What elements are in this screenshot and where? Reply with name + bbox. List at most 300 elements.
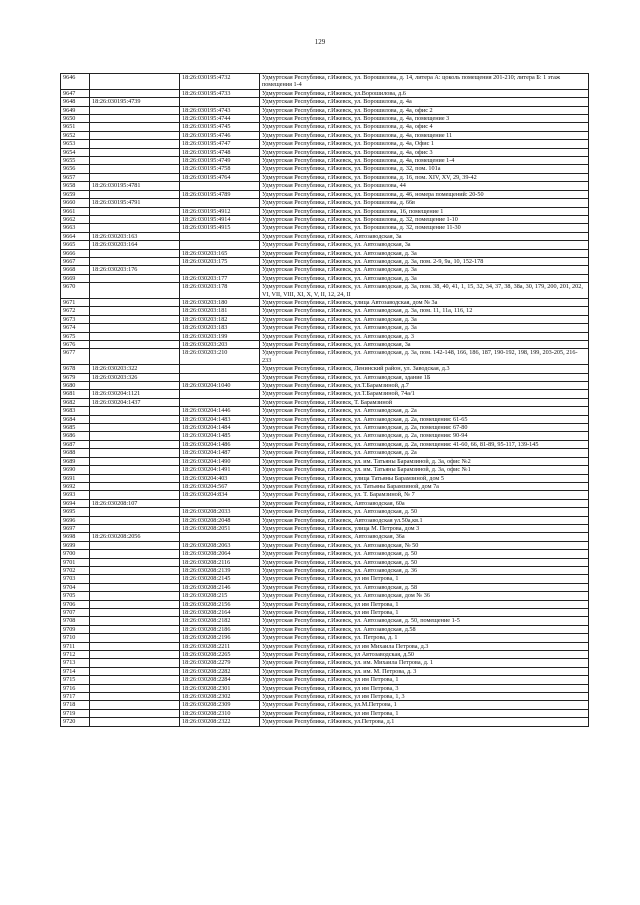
row-number-cell: 9682 (61, 398, 90, 406)
land-cadastral-number-cell (90, 190, 180, 198)
land-cadastral-number-cell (90, 382, 180, 390)
building-cadastral-number-cell: 18:26:030208:2164 (180, 609, 260, 617)
address-cell: Удмуртская Республика, г.Ижевск, Автозаводская, 60а (260, 499, 589, 507)
address-cell: Удмуртская Республика, г.Ижевск, улица Автозаводская, дом № 3а (260, 298, 589, 306)
address-cell: Удмуртская Республика, г.Ижевск, ул. Ворошилова, д. 4а, офис 4 (260, 123, 589, 131)
building-cadastral-number-cell (180, 241, 260, 249)
land-cadastral-number-cell: 18:26:030203:322 (90, 365, 180, 373)
address-cell: Удмуртская Республика, г.Ижевск, ул. Автозаводская, д. 3а, пом. 38, 40, 41, 1, 15, 32, 34, 37, 38, 38а, 30, 179, 200, 201, 202, VI, VII, VIII, XI, X, V, II, 12, 24, II (260, 283, 589, 299)
building-cadastral-number-cell: 18:26:030208:2310 (180, 709, 260, 717)
address-cell: Удмуртская Республика, г.Ижевск, ул. Автозаводская, д. 50, помещение 1-5 (260, 617, 589, 625)
table-row (61, 474, 589, 482)
building-cadastral-number-cell: 18:26:030204:1490 (180, 457, 260, 465)
address-cell: Удмуртская Республика, г.Ижевск, ул. Ворошилова, д. 16, пом. XIV, XV, 29, 39-42 (260, 173, 589, 181)
table-row (61, 324, 589, 332)
table-row (61, 407, 589, 415)
building-cadastral-number-cell: 18:26:030208:2033 (180, 508, 260, 516)
row-number-cell: 9672 (61, 307, 90, 315)
land-cadastral-number-cell: 18:26:030195:4781 (90, 182, 180, 190)
table-row (61, 634, 589, 642)
table-row (61, 424, 589, 432)
table-row (61, 341, 589, 349)
address-cell: Удмуртская Республика, г.Ижевск, ул им Петрова, 1 (260, 609, 589, 617)
building-cadastral-number-cell (180, 533, 260, 541)
address-cell: Удмуртская Республика, г.Ижевск, ул. Т. Барамзиной, № 7 (260, 491, 589, 499)
table-row (61, 190, 589, 198)
land-cadastral-number-cell (90, 600, 180, 608)
table-row (61, 625, 589, 633)
table-row (61, 508, 589, 516)
land-cadastral-number-cell (90, 466, 180, 474)
land-cadastral-number-cell (90, 157, 180, 165)
row-number-cell: 9675 (61, 332, 90, 340)
land-cadastral-number-cell (90, 148, 180, 156)
address-cell: Удмуртская Республика, г.Ижевск, ул. Автозаводская, д. 3а (260, 315, 589, 323)
address-cell: Удмуртская Республика, г.Ижевск, ул. Автозаводская, д. 50 (260, 558, 589, 566)
row-number-cell: 9710 (61, 634, 90, 642)
row-number-cell: 9701 (61, 558, 90, 566)
row-number-cell: 9658 (61, 182, 90, 190)
address-cell: Удмуртская Республика, г.Ижевск, ул. Ворошилова, 44 (260, 182, 589, 190)
address-cell: Удмуртская Республика, г.Ижевск, ул.Т.Барамзиной, 74а/1 (260, 390, 589, 398)
land-cadastral-number-cell (90, 324, 180, 332)
address-cell: Удмуртская Республика, г.Ижевск, Ленинский район, ул. Заводская, д.3 (260, 365, 589, 373)
land-cadastral-number-cell (90, 249, 180, 257)
building-cadastral-number-cell: 18:26:030195:4746 (180, 131, 260, 139)
land-cadastral-number-cell (90, 131, 180, 139)
land-cadastral-number-cell (90, 89, 180, 97)
land-cadastral-number-cell (90, 541, 180, 549)
table-row (61, 165, 589, 173)
building-cadastral-number-cell: 18:26:030208:2302 (180, 693, 260, 701)
address-cell: Удмуртская Республика, г.Ижевск, ул. Ворошилова, д. 4а (260, 98, 589, 106)
building-cadastral-number-cell: 18:26:030208:2051 (180, 524, 260, 532)
address-cell: Удмуртская Республика, г.Ижевск, ул. Автозаводская, д. 3а, пом. 142-148, 166, 186, 187, 190-192, 198, 199, 203-205, 216-233 (260, 349, 589, 365)
land-cadastral-number-cell (90, 609, 180, 617)
address-cell: Удмуртская Республика, г.Ижевск, ул. Ворошилова, д. 4а, офис 2 (260, 106, 589, 114)
table-row (61, 173, 589, 181)
building-cadastral-number-cell: 18:26:030208:2145 (180, 575, 260, 583)
building-cadastral-number-cell: 18:26:030208:2301 (180, 684, 260, 692)
land-cadastral-number-cell (90, 207, 180, 215)
row-number-cell: 9687 (61, 440, 90, 448)
land-cadastral-number-cell (90, 415, 180, 423)
row-number-cell: 9650 (61, 115, 90, 123)
row-number-cell: 9676 (61, 341, 90, 349)
address-cell: Удмуртская Республика, г.Ижевск, ул. им. Михаила Петрова, д. 1 (260, 659, 589, 667)
address-cell: Удмуртская Республика, г.Ижевск, ул.Т.Барамзиной, д.7 (260, 382, 589, 390)
table-row (61, 106, 589, 114)
table-row (61, 609, 589, 617)
row-number-cell: 9684 (61, 415, 90, 423)
address-cell: Удмуртская Республика, г.Ижевск, ул. Автозаводская, д. 3а (260, 249, 589, 257)
land-cadastral-number-cell (90, 667, 180, 675)
land-cadastral-number-cell: 18:26:030203:176 (90, 266, 180, 274)
table-row (61, 298, 589, 306)
table-row (61, 332, 589, 340)
address-cell: Удмуртская Республика, г.Ижевск, ул. Автозаводская, д. 58 (260, 583, 589, 591)
building-cadastral-number-cell: 18:26:030195:4764 (180, 173, 260, 181)
row-number-cell: 9712 (61, 651, 90, 659)
row-number-cell: 9697 (61, 524, 90, 532)
building-cadastral-number-cell: 18:26:030208:2309 (180, 701, 260, 709)
row-number-cell: 9693 (61, 491, 90, 499)
row-number-cell: 9653 (61, 140, 90, 148)
building-cadastral-number-cell: 18:26:030203:181 (180, 307, 260, 315)
row-number-cell: 9719 (61, 709, 90, 717)
table-row (61, 131, 589, 139)
address-cell: Удмуртская Республика, г.Ижевск, ул. им. М. Петрова, д. 3 (260, 667, 589, 675)
row-number-cell: 9648 (61, 98, 90, 106)
address-cell: Удмуртская Республика, г.Ижевск, ул. Автозаводская, д. 2а, помещения: 41-60, 66, 81-89, 95-117, 139-145 (260, 440, 589, 448)
address-cell: Удмуртская Республика, г.Ижевск, ул. Автозаводская, д. 3а, пом. 2-9, 9а, 10, 152-178 (260, 257, 589, 265)
land-cadastral-number-cell (90, 659, 180, 667)
building-cadastral-number-cell: 18:26:030195:4732 (180, 74, 260, 90)
table-row (61, 566, 589, 574)
building-cadastral-number-cell: 18:26:030204:1485 (180, 432, 260, 440)
land-cadastral-number-cell (90, 165, 180, 173)
address-cell: Удмуртская Республика, г.Ижевск, ул. Ворошилова, д. 4а, помещение 1-4 (260, 157, 589, 165)
land-cadastral-number-cell (90, 701, 180, 709)
building-cadastral-number-cell: 18:26:030208:2116 (180, 558, 260, 566)
row-number-cell: 9692 (61, 482, 90, 490)
row-number-cell: 9655 (61, 157, 90, 165)
building-cadastral-number-cell: 18:26:030204:1483 (180, 415, 260, 423)
address-cell: Удмуртская Республика, г.Ижевск, ул им Петрова, 1 (260, 575, 589, 583)
land-cadastral-number-cell (90, 718, 180, 726)
row-number-cell: 9656 (61, 165, 90, 173)
address-cell: Удмуртская Республика, г.Ижевск, ул. Автозаводская, д. 2а (260, 449, 589, 457)
row-number-cell: 9679 (61, 373, 90, 381)
table-row (61, 365, 589, 373)
land-cadastral-number-cell: 18:26:030195:4739 (90, 98, 180, 106)
building-cadastral-number-cell: 18:26:030208:2265 (180, 651, 260, 659)
table-row (61, 266, 589, 274)
row-number-cell: 9660 (61, 199, 90, 207)
land-cadastral-number-cell (90, 224, 180, 232)
land-cadastral-number-cell (90, 332, 180, 340)
address-cell: Удмуртская Республика, г.Ижевск, ул им Петрова, 1, 3 (260, 693, 589, 701)
table-row (61, 398, 589, 406)
building-cadastral-number-cell (180, 390, 260, 398)
row-number-cell: 9707 (61, 609, 90, 617)
land-cadastral-number-cell (90, 349, 180, 365)
land-cadastral-number-cell (90, 274, 180, 282)
table-row (61, 257, 589, 265)
land-cadastral-number-cell (90, 257, 180, 265)
row-number-cell: 9691 (61, 474, 90, 482)
row-number-cell: 9715 (61, 676, 90, 684)
land-cadastral-number-cell (90, 407, 180, 415)
row-number-cell: 9661 (61, 207, 90, 215)
land-cadastral-number-cell: 18:26:030204:1121 (90, 390, 180, 398)
row-number-cell: 9666 (61, 249, 90, 257)
row-number-cell: 9665 (61, 241, 90, 249)
row-number-cell: 9695 (61, 508, 90, 516)
table-row (61, 491, 589, 499)
address-cell: Удмуртская Республика, г.Ижевск, ул. Ворошилова, д. 32, помещение 11-30 (260, 224, 589, 232)
address-cell: Удмуртская Республика, г.Ижевск, ул. Ворошилова, 16, помещение 1 (260, 207, 589, 215)
building-cadastral-number-cell: 18:26:030208:2139 (180, 566, 260, 574)
table-row (61, 207, 589, 215)
building-cadastral-number-cell: 18:26:030204:1484 (180, 424, 260, 432)
land-cadastral-number-cell (90, 432, 180, 440)
building-cadastral-number-cell: 18:26:030204:1040 (180, 382, 260, 390)
table-row (61, 440, 589, 448)
land-cadastral-number-cell (90, 558, 180, 566)
building-cadastral-number-cell: 18:26:030208:2282 (180, 667, 260, 675)
address-cell: Удмуртская Республика, г.Ижевск, ул им Михаила Петрова, д.3 (260, 642, 589, 650)
row-number-cell: 9713 (61, 659, 90, 667)
table-row (61, 516, 589, 524)
building-cadastral-number-cell: 18:26:030195:4748 (180, 148, 260, 156)
table-row (61, 307, 589, 315)
building-cadastral-number-cell: 18:26:030208:2048 (180, 516, 260, 524)
table-row (61, 249, 589, 257)
address-cell: Удмуртская Республика, г.Ижевск, ул. Автозаводская, д. 2а, помещения: 67-80 (260, 424, 589, 432)
land-cadastral-number-cell: 18:26:030208:107 (90, 499, 180, 507)
address-cell: Удмуртская Республика, г.Ижевск, ул. Автозаводская, д. 50 (260, 508, 589, 516)
building-cadastral-number-cell: 18:26:030195:4745 (180, 123, 260, 131)
table-row (61, 457, 589, 465)
table-row (61, 676, 589, 684)
table-row (61, 98, 589, 106)
building-cadastral-number-cell: 18:26:030195:4747 (180, 140, 260, 148)
row-number-cell: 9700 (61, 550, 90, 558)
row-number-cell: 9664 (61, 232, 90, 240)
building-cadastral-number-cell: 18:26:030208:2156 (180, 600, 260, 608)
address-cell: Удмуртская Республика, г.Ижевск, ул им Петрова, 1 (260, 600, 589, 608)
address-cell: Удмуртская Республика, г.Ижевск, улица Татьяны Барамзиной, дом 5 (260, 474, 589, 482)
land-cadastral-number-cell (90, 283, 180, 299)
table-row (61, 140, 589, 148)
row-number-cell: 9690 (61, 466, 90, 474)
row-number-cell: 9689 (61, 457, 90, 465)
land-cadastral-number-cell (90, 575, 180, 583)
table-row (61, 482, 589, 490)
address-cell: Удмуртская Республика, г.Ижевск, Автозаводская ул.50а,кв.1 (260, 516, 589, 524)
address-cell: Удмуртская Республика, г.Ижевск, улица М. Петрова, дом 3 (260, 524, 589, 532)
address-cell: Удмуртская Республика, г.Ижевск, ул. Ворошилова, д. 66в (260, 199, 589, 207)
table-row (61, 241, 589, 249)
table-row (61, 115, 589, 123)
building-cadastral-number-cell: 18:26:030195:4789 (180, 190, 260, 198)
table-row (61, 533, 589, 541)
row-number-cell: 9668 (61, 266, 90, 274)
building-cadastral-number-cell: 18:26:030203:180 (180, 298, 260, 306)
table-row (61, 199, 589, 207)
building-cadastral-number-cell (180, 232, 260, 240)
row-number-cell: 9699 (61, 541, 90, 549)
land-cadastral-number-cell (90, 123, 180, 131)
table-row (61, 659, 589, 667)
row-number-cell: 9709 (61, 625, 90, 633)
building-cadastral-number-cell: 18:26:030208:2211 (180, 642, 260, 650)
land-cadastral-number-cell (90, 482, 180, 490)
table-row (61, 718, 589, 726)
row-number-cell: 9681 (61, 390, 90, 398)
building-cadastral-number-cell (180, 199, 260, 207)
address-cell: Удмуртская Республика, г.Ижевск, ул им Петрова, 1 (260, 676, 589, 684)
land-cadastral-number-cell (90, 424, 180, 432)
row-number-cell: 9646 (61, 74, 90, 90)
row-number-cell: 9673 (61, 315, 90, 323)
building-cadastral-number-cell (180, 373, 260, 381)
land-cadastral-number-cell: 18:26:030204:1437 (90, 398, 180, 406)
address-cell: Удмуртская Республика, г.Ижевск, ул. Татьяны Барамзиной, дом 7а (260, 482, 589, 490)
land-cadastral-number-cell: 18:26:030203:164 (90, 241, 180, 249)
land-cadastral-number-cell (90, 676, 180, 684)
address-cell: Удмуртская Республика, г.Ижевск, ул. Петрова, д. 1 (260, 634, 589, 642)
building-cadastral-number-cell: 18:26:030208:2284 (180, 676, 260, 684)
land-cadastral-number-cell (90, 651, 180, 659)
address-cell: Удмуртская Республика, г.Ижевск, ул. Автозаводская, д. 36 (260, 566, 589, 574)
land-cadastral-number-cell (90, 474, 180, 482)
row-number-cell: 9649 (61, 106, 90, 114)
building-cadastral-number-cell: 18:26:030203:175 (180, 257, 260, 265)
land-cadastral-number-cell (90, 315, 180, 323)
building-cadastral-number-cell: 18:26:030195:4915 (180, 224, 260, 232)
land-cadastral-number-cell (90, 115, 180, 123)
address-cell: Удмуртская Республика, г.Ижевск, ул. Автозаводская, дом № 36 (260, 592, 589, 600)
row-number-cell: 9674 (61, 324, 90, 332)
row-number-cell: 9696 (61, 516, 90, 524)
table-row (61, 315, 589, 323)
row-number-cell: 9683 (61, 407, 90, 415)
table-row (61, 157, 589, 165)
building-cadastral-number-cell: 18:26:030195:4743 (180, 106, 260, 114)
building-cadastral-number-cell (180, 398, 260, 406)
row-number-cell: 9652 (61, 131, 90, 139)
table-row (61, 148, 589, 156)
row-number-cell: 9718 (61, 701, 90, 709)
table-row (61, 215, 589, 223)
building-cadastral-number-cell: 18:26:030208:2322 (180, 718, 260, 726)
building-cadastral-number-cell: 18:26:030208:2279 (180, 659, 260, 667)
building-cadastral-number-cell: 18:26:030208:215 (180, 592, 260, 600)
address-cell: Удмуртская Республика, г.Ижевск, ул. Автозаводская, д.58 (260, 625, 589, 633)
building-cadastral-number-cell: 18:26:030204:567 (180, 482, 260, 490)
table-row (61, 232, 589, 240)
row-number-cell: 9714 (61, 667, 90, 675)
table-row (61, 89, 589, 97)
row-number-cell: 9678 (61, 365, 90, 373)
land-cadastral-number-cell: 18:26:030195:4791 (90, 199, 180, 207)
row-number-cell: 9669 (61, 274, 90, 282)
address-cell: Удмуртская Республика, г.Ижевск, ул.М.Петрова, 1 (260, 701, 589, 709)
address-cell: Удмуртская Республика, г.Ижевск, ул. Ворошилова, д. 32, пом. 101а (260, 165, 589, 173)
land-cadastral-number-cell (90, 625, 180, 633)
address-cell: Удмуртская Республика, г.Ижевск, ул. Автозаводская, д. 50 (260, 550, 589, 558)
address-cell: Удмуртская Республика, г.Ижевск, ул. Ворошилова, д. 4а, офис 3 (260, 148, 589, 156)
building-cadastral-number-cell (180, 499, 260, 507)
row-number-cell: 9706 (61, 600, 90, 608)
table-row (61, 667, 589, 675)
table-row (61, 583, 589, 591)
address-cell: Удмуртская Республика, г.Ижевск, ул. Автозаводская, д. 3 (260, 332, 589, 340)
land-cadastral-number-cell (90, 550, 180, 558)
address-cell: Удмуртская Республика, г.Ижевск, ул. Автозаводская, д. 2а (260, 407, 589, 415)
address-cell: Удмуртская Республика, г.Ижевск, ул. Автозаводская, д. 3а (260, 274, 589, 282)
row-number-cell: 9717 (61, 693, 90, 701)
table-row (61, 182, 589, 190)
table-row (61, 123, 589, 131)
address-cell: Удмуртская Республика, г.Ижевск, ул Автозаводская, д.50 (260, 651, 589, 659)
table-row (61, 524, 589, 532)
table-row (61, 600, 589, 608)
table-row (61, 499, 589, 507)
building-cadastral-number-cell: 18:26:030203:177 (180, 274, 260, 282)
building-cadastral-number-cell: 18:26:030195:4749 (180, 157, 260, 165)
land-cadastral-number-cell: 18:26:030203:163 (90, 232, 180, 240)
table-row (61, 709, 589, 717)
row-number-cell: 9659 (61, 190, 90, 198)
building-cadastral-number-cell (180, 266, 260, 274)
table-row (61, 684, 589, 692)
address-cell: Удмуртская Республика, г.Ижевск, ул. Ворошилова, д. 4а, Офис 1 (260, 140, 589, 148)
table-row (61, 283, 589, 299)
address-cell: Удмуртская Республика, г.Ижевск, Т. Барамзиной (260, 398, 589, 406)
land-cadastral-number-cell (90, 74, 180, 90)
building-cadastral-number-cell: 18:26:030208:2182 (180, 617, 260, 625)
building-cadastral-number-cell: 18:26:030203:203 (180, 341, 260, 349)
table-row (61, 449, 589, 457)
building-cadastral-number-cell: 18:26:030208:2196 (180, 634, 260, 642)
table-row (61, 651, 589, 659)
table-row (61, 390, 589, 398)
row-number-cell: 9663 (61, 224, 90, 232)
building-cadastral-number-cell: 18:26:030195:4912 (180, 207, 260, 215)
row-number-cell: 9686 (61, 432, 90, 440)
land-cadastral-number-cell (90, 341, 180, 349)
address-cell: Удмуртская Республика, г.Ижевск, ул. Ворошилова, д. 46, номера помещений: 20-50 (260, 190, 589, 198)
row-number-cell: 9698 (61, 533, 90, 541)
registry-table (60, 73, 589, 727)
row-number-cell: 9702 (61, 566, 90, 574)
building-cadastral-number-cell: 18:26:030204:1487 (180, 449, 260, 457)
address-cell: Удмуртская Республика, г.Ижевск, ул. Автозаводская, 3а (260, 341, 589, 349)
address-cell: Удмуртская Республика, г.Ижевск, ул. Автозаводская, д. 2а, помещения: 61-65 (260, 415, 589, 423)
row-number-cell: 9667 (61, 257, 90, 265)
row-number-cell: 9671 (61, 298, 90, 306)
row-number-cell: 9657 (61, 173, 90, 181)
row-number-cell: 9708 (61, 617, 90, 625)
land-cadastral-number-cell (90, 684, 180, 692)
table-row (61, 541, 589, 549)
row-number-cell: 9705 (61, 592, 90, 600)
row-number-cell: 9680 (61, 382, 90, 390)
table-row (61, 575, 589, 583)
land-cadastral-number-cell (90, 508, 180, 516)
table-row (61, 415, 589, 423)
building-cadastral-number-cell: 18:26:030208:2186 (180, 625, 260, 633)
land-cadastral-number-cell (90, 140, 180, 148)
address-cell: Удмуртская Республика, г.Ижевск, ул. Ворошилова, д. 32, помещение 1-10 (260, 215, 589, 223)
building-cadastral-number-cell (180, 365, 260, 373)
land-cadastral-number-cell: 18:26:030208:2056 (90, 533, 180, 541)
page-number: 129 (314, 38, 326, 46)
address-cell: Удмуртская Республика, г.Ижевск, ул им Петрова, 3 (260, 684, 589, 692)
row-number-cell: 9651 (61, 123, 90, 131)
building-cadastral-number-cell: 18:26:030203:178 (180, 283, 260, 299)
table-row (61, 74, 589, 90)
row-number-cell: 9716 (61, 684, 90, 692)
address-cell: Удмуртская Республика, г.Ижевск, ул. Автозаводская, № 50 (260, 541, 589, 549)
land-cadastral-number-cell (90, 709, 180, 717)
table-row (61, 349, 589, 365)
building-cadastral-number-cell: 18:26:030195:4744 (180, 115, 260, 123)
land-cadastral-number-cell (90, 693, 180, 701)
